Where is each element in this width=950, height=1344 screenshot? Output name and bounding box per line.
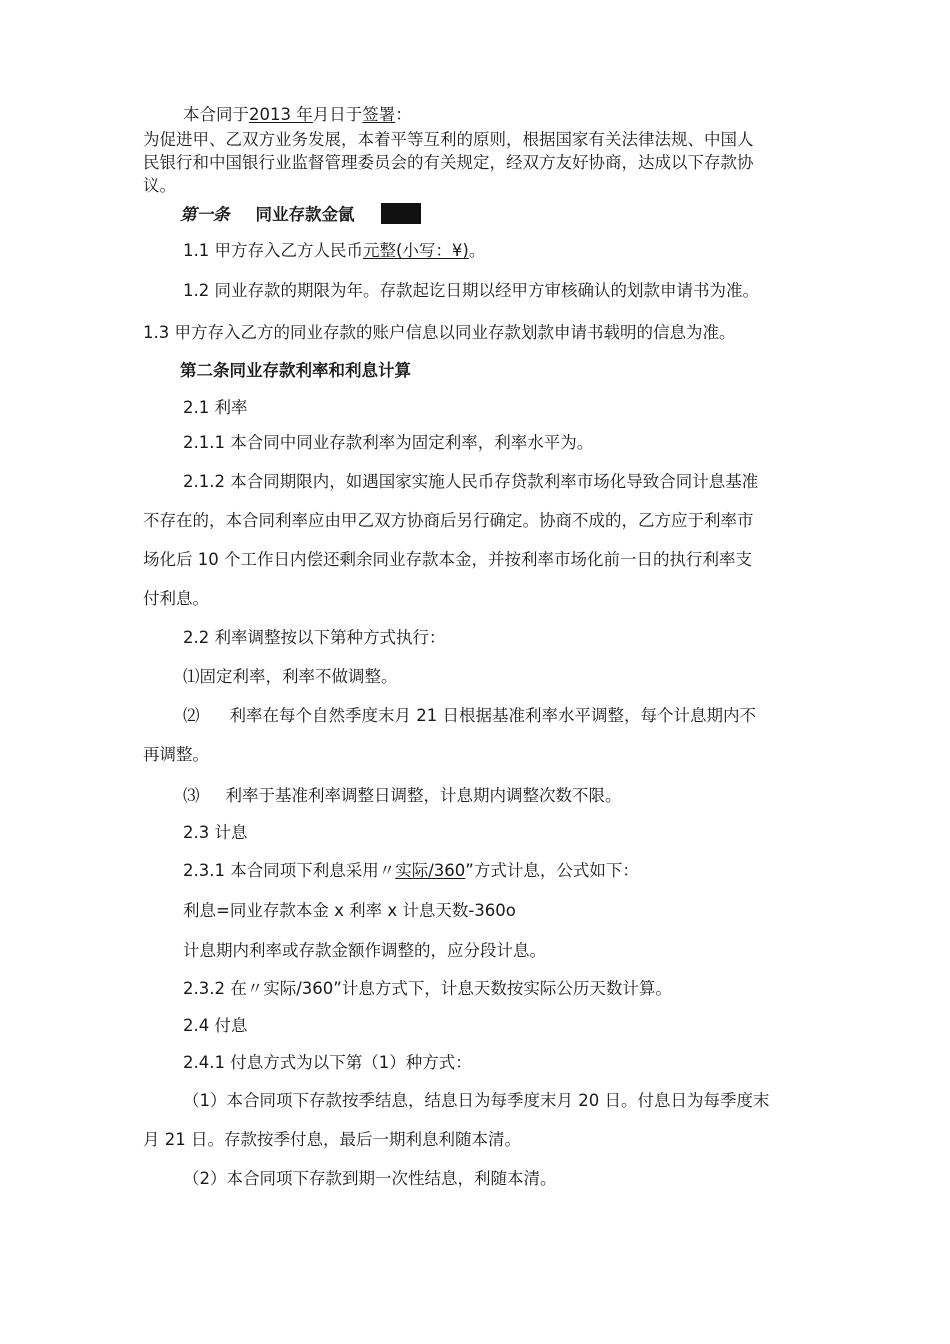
preamble-line-2: 民银行和中国银行业监督管理委员会的有关规定，经双方友好协商，达成以下存款协 [143,153,754,172]
option-2-continued: 再调整。 [143,745,209,764]
payment-option-1-line-2: 月 21 日。存款按季付息，最后一期利息利随本清。 [143,1130,521,1149]
clause-2-1-2-line-2: 不存在的，本合同利率应由甲乙双方协商后另行确定。协商不成的，乙方应于利率市 [143,511,754,530]
segmented-interest-note: 计息期内利率或存款金额作调整的，应分段计息。 [183,941,546,960]
payment-option-2: （2）本合同项下存款到期一次性结息，利随本清。 [183,1169,557,1188]
clause-1-1-amount: 元整(小写：¥) [363,241,469,260]
clause-2-3-1-method: 实际/360 [395,861,466,880]
clause-2-1-2-line-1: 2.1.2 本合同期限内，如遇国家实施人民币存贷款利率市场化导致合同计息基准 [183,472,759,491]
clause-2-1-2-line-4: 付利息。 [143,589,209,608]
option-3-number: ⑶ [183,786,200,805]
clause-1-2: 1.2 同业存款的期限为年。存款起讫日期以经甲方审核确认的划款申请书为准。 [183,281,759,300]
clause-1-1 [183,241,485,261]
section-2-4: 2.4 付息 [183,1016,248,1035]
section-2-2: 2.2 利率调整按以下第种方式执行： [183,628,446,647]
redaction-block [381,203,421,224]
signing-prefix: 本合同于 [183,105,249,124]
clause-2-3-1-end: ”方式计息，公式如下： [465,861,639,880]
option-2 [183,706,756,726]
payment-option-1-line-1: （1）本合同项下存款按季结息，结息日为每季度末月 20 日。付息日为每季度末 [183,1091,770,1110]
clause-2-4-1: 2.4.1 付息方式为以下第（1）种方式： [183,1053,472,1072]
interest-formula: 利息=同业存款本金 x 利率 x 计息天数-360o [183,901,516,920]
section-2-3: 2.3 计息 [183,823,248,842]
option-2-number: ⑵ [183,706,200,725]
article-1-number: 第一条 [180,205,230,224]
clause-2-3-1-text: 2.3.1 本合同项下利息采用〃 [183,861,396,880]
clause-1-1-end: 。 [468,241,486,260]
clause-1-3: 1.3 甲方存入乙方的同业存款的账户信息以同业存款划款申请书载明的信息为准。 [143,323,736,342]
option-3-text: 利率于基准利率调整日调整，计息期内调整次数不限。 [225,786,622,805]
clause-1-1-text: 1.1 甲方存入乙方人民币 [183,241,363,260]
option-1: ⑴固定利率，利率不做调整。 [183,667,398,686]
signing-word: 签署 [362,105,396,124]
clause-2-1-1: 2.1.1 本合同中同业存款利率为固定利率，利率水平为。 [183,433,594,452]
clause-2-3-2: 2.3.2 在〃实际/360”计息方式下，计息天数按实际公历天数计算。 [183,979,672,998]
signing-colon: ： [395,105,412,124]
preamble-line-1: 为促进甲、乙双方业务发展，本着平等互利的原则，根据国家有关法律法规、中国人 [143,130,754,149]
signing-line [183,105,412,125]
preamble-line-3: 议。 [143,176,176,195]
option-3 [183,786,622,806]
article-2-heading: 第二条同业存款利率和利息计算 [180,361,411,380]
signing-year: 2013 年 [249,105,313,124]
signing-date: 月日于 [312,105,363,124]
option-2-text: 利率在每个自然季度末月 21 日根据基准利率水平调整，每个计息期内不 [229,706,756,725]
clause-2-1-2-line-3: 场化后 10 个工作日内偿还剩余同业存款本金，并按利率市场化前一日的执行利率支 [143,550,752,569]
article-1-heading [180,203,421,225]
clause-2-3-1 [183,861,639,881]
article-1-title: 同业存款金氤 [255,205,355,224]
section-2-1: 2.1 利率 [183,398,248,417]
